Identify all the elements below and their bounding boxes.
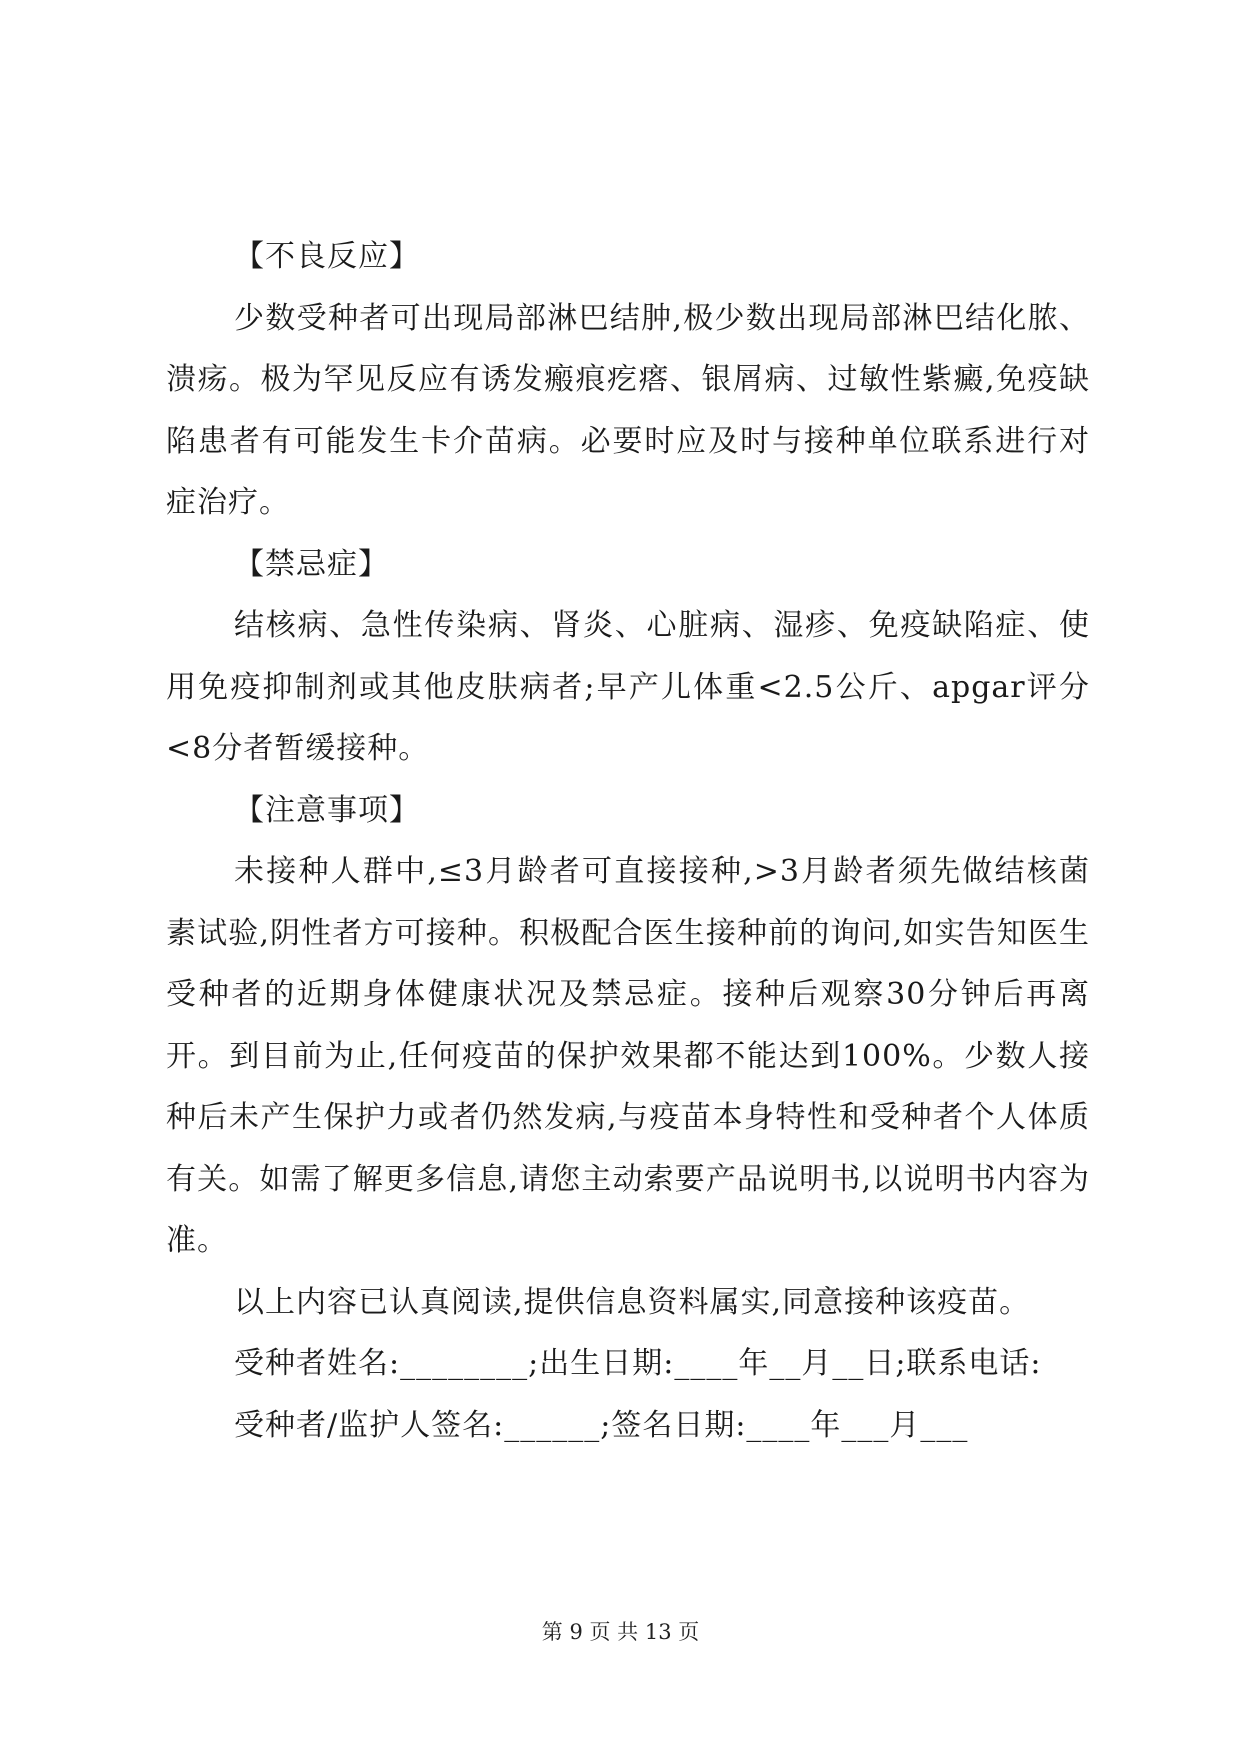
precautions-paragraph: 未接种人群中,≤3月龄者可直接接种,>3月龄者须先做结核菌素试验,阴性者方可接种。积极配合医生接种前的询问,如实告知医生受种者的近期身体健康状况及禁忌症。接种后观察30分钟后再离开。到目前为止,任何疫苗的保护效果都不能达到100%。少数人接种后未产生保护力或者仍然发病,与疫苗本身特性和受种者个人体质有关。如需了解更多信息,请您主动索要产品说明书,以说明书内容为准。 [166,854,1090,1258]
contraindications-heading: 【禁忌症】 [234,546,389,582]
document-body [166,226,1090,1456]
consent-statement: 以上内容已认真阅读,提供信息资料属实,同意接种该疫苗。 [234,1284,1031,1320]
adverse-reactions-paragraph: 少数受种者可出现局部淋巴结肿,极少数出现局部淋巴结化脓、溃疡。极为罕见反应有诱发瘢痕疙瘩、银屑病、过敏性紫癜,免疫缺陷患者有可能发生卡介苗病。必要时应及时与接种单位联系进行对症治疗。 [166,300,1090,520]
precautions-heading: 【注意事项】 [234,792,420,828]
recipient-info-line: 受种者姓名:________;出生日期:____年__月__日;联系电话: [234,1346,1042,1381]
page-number-footer: 第 9 页 共 13 页 [541,1620,700,1644]
adverse-reactions-heading: 【不良反应】 [234,239,420,274]
contraindications-paragraph: 结核病、急性传染病、肾炎、心脏病、湿疹、免疫缺陷症、使用免疫抑制剂或其他皮肤病者;早产儿体重<2.5公斤、apgar评分<8分者暂缓接种。 [166,608,1090,766]
signature-line: 受种者/监护人签名:______;签名日期:____年___月___ [234,1407,969,1443]
